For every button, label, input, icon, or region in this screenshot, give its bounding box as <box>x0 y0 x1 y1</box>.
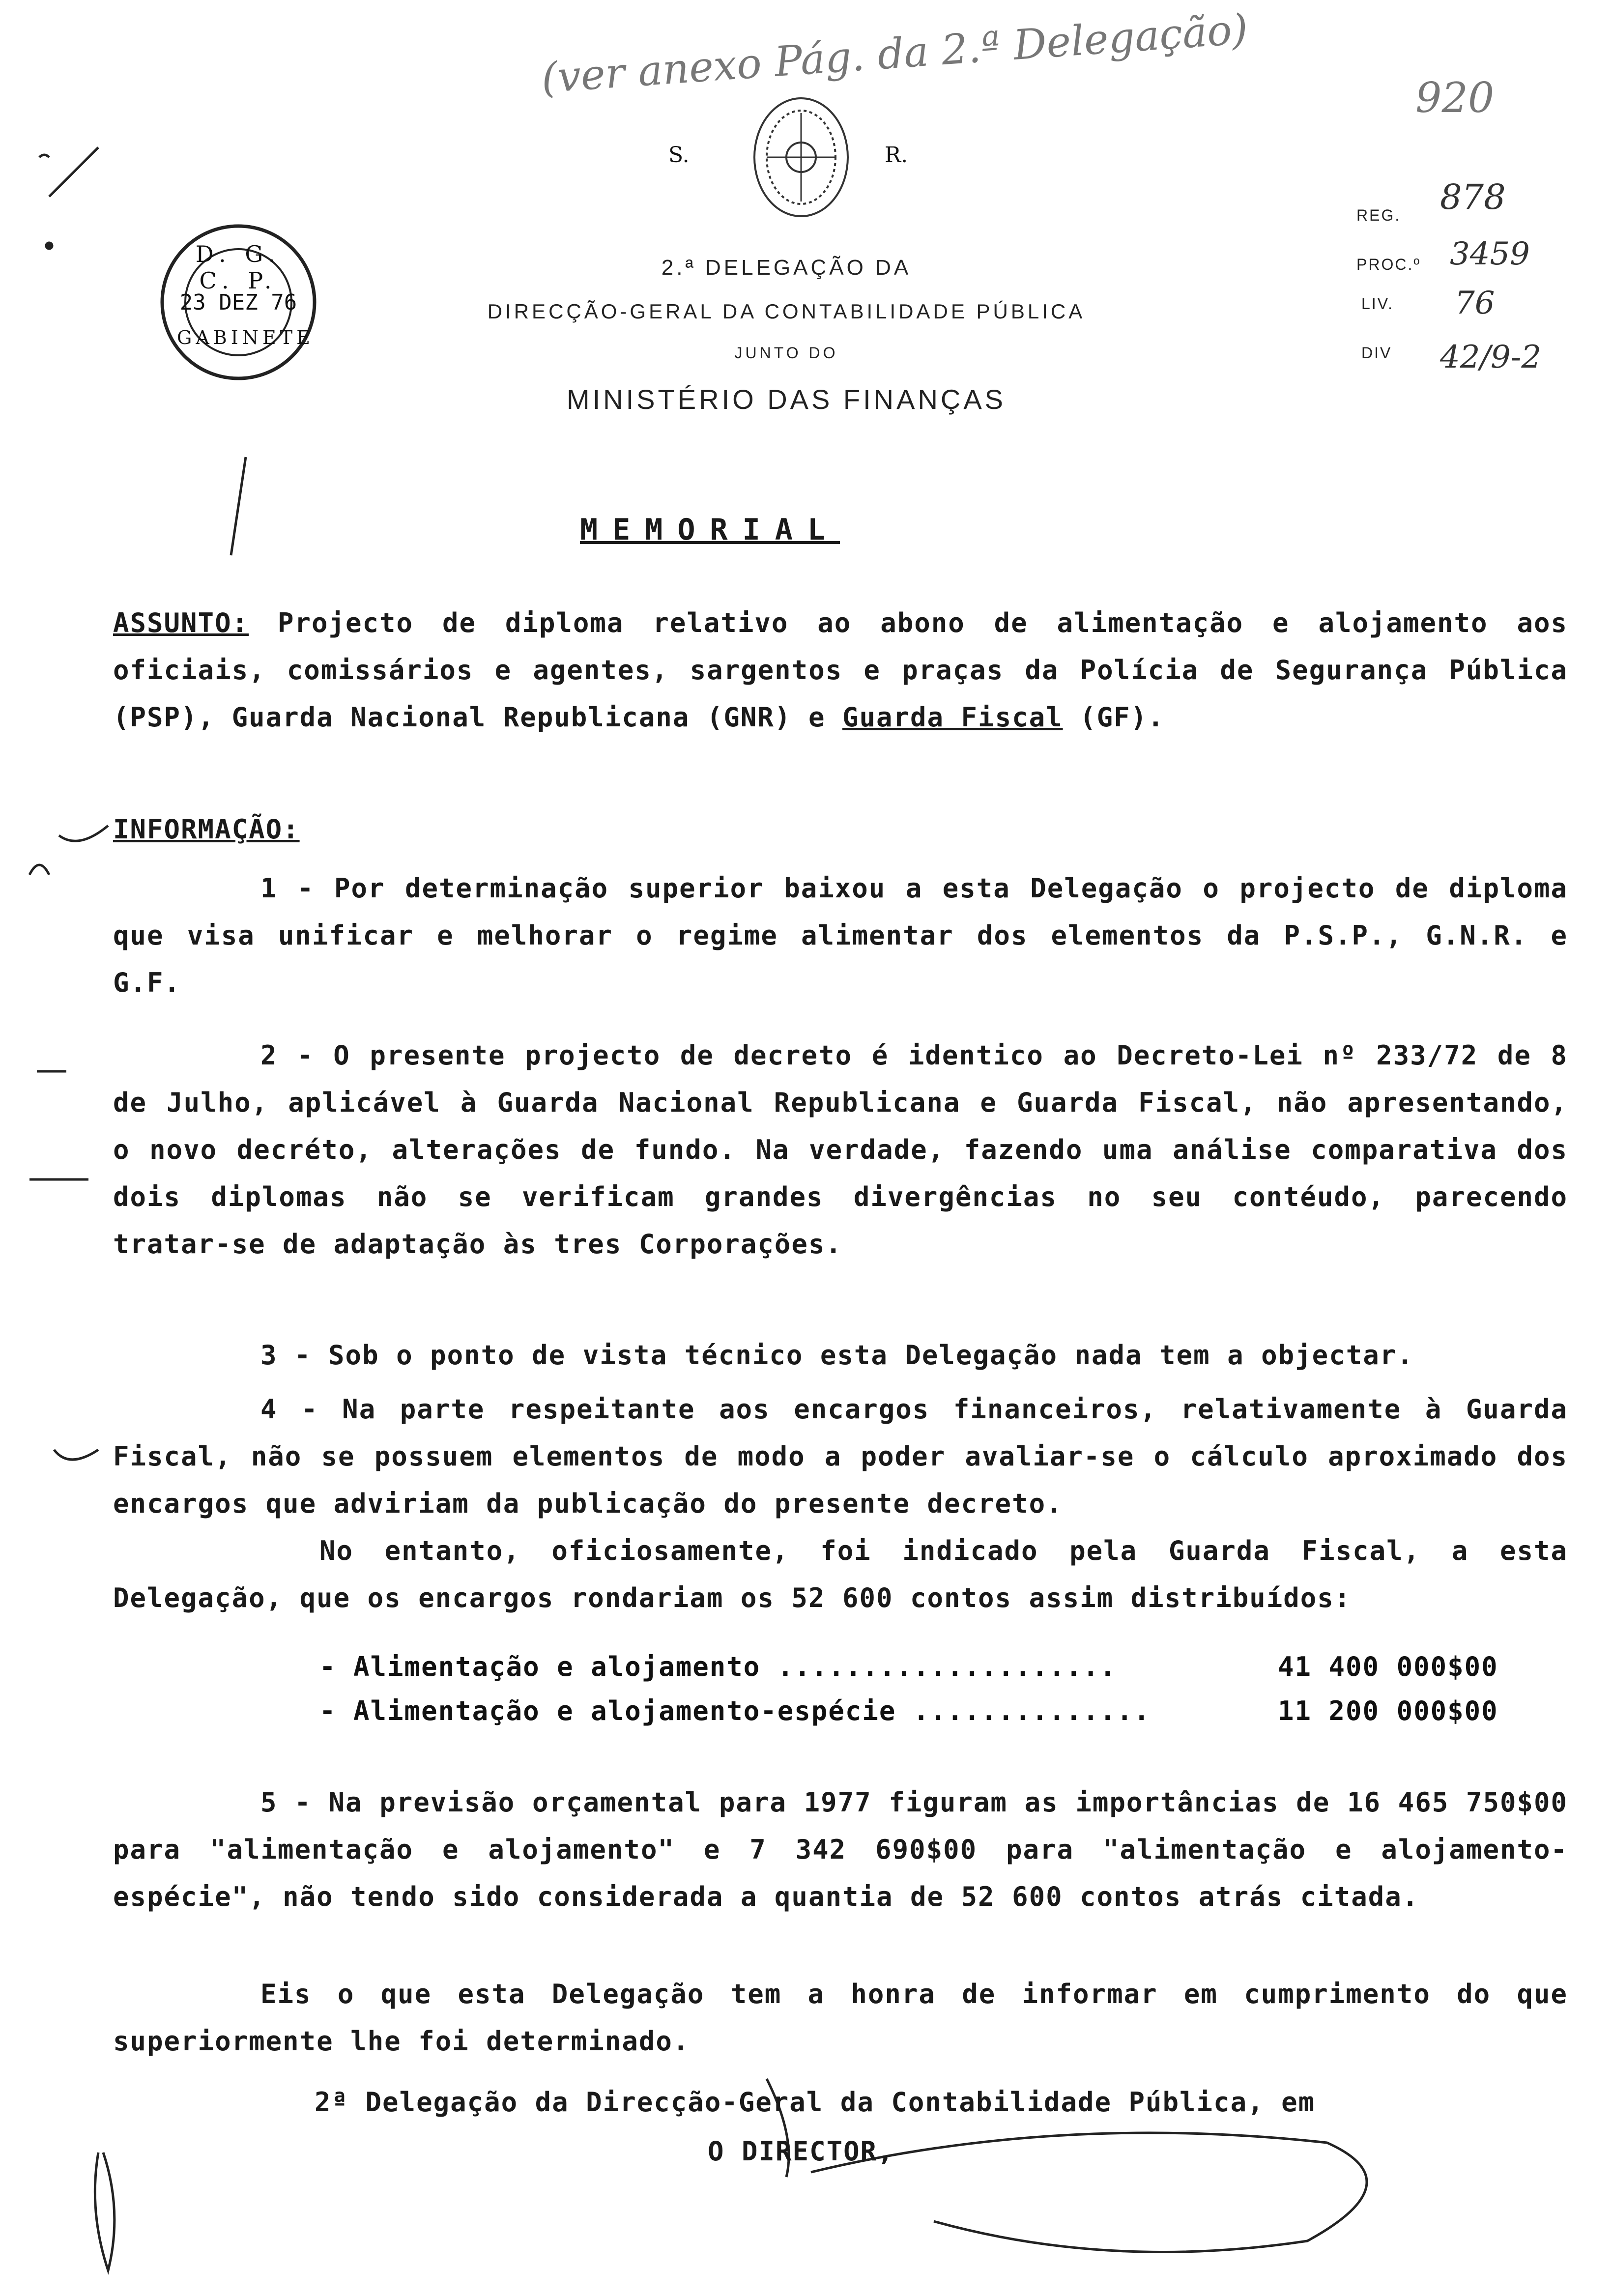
stamp-top-text: D. G. C. P. <box>195 241 282 294</box>
distribution-label: - Alimentação e alojamento .................... <box>319 1651 1117 1682</box>
paragraph-3-text: 3 - Sob o ponto de vista técnico esta Delegação nada tem a objectar. <box>260 1340 1414 1371</box>
stamp-date: 23 DEZ 76 <box>179 290 297 315</box>
paragraph-4b-text: No entanto, oficiosamente, foi indicado pela Guarda Fiscal, a esta Delegação, que os encargos rondariam os 52 600 contos assim distribuídos: <box>113 1535 1568 1613</box>
paragraph-3 <box>113 1332 1568 1379</box>
letterhead-line-3: JUNTO DO <box>734 344 838 362</box>
paragraph-6 <box>113 1971 1568 2065</box>
letterhead-line-2: DIRECÇÃO-GERAL DA CONTABILIDADE PÚBLICA <box>487 300 1086 323</box>
handwritten-note-corner: 920 <box>1415 74 1495 122</box>
informacao-label: INFORMAÇÃO: <box>113 814 300 845</box>
stamp-bottom-text: GABINETE <box>177 327 314 348</box>
liv-value: 76 <box>1455 285 1495 321</box>
paragraph-1-text: 1 - Por determinação superior baixou a esta Delegação o projecto de diploma que visa unificar e melhorar o regime alimentar dos elementos da P.S.P., G.N.R. e G.F. <box>113 873 1568 998</box>
paragraph-2-text: 2 - O presente projecto de decreto é identico ao Decreto-Lei nº 233/72 de 8 de Julho, aplicável à Guarda Nacional Republicana e Guarda Fiscal, não apresentando, o novo decréto, alterações de fundo. Na verdade, fazendo uma análise comparativa dos dois diplomas não se verificam grandes divergências no seu contéudo, parecendo tratar-se de adaptação às tres Corporações. <box>113 1040 1568 1260</box>
seal-letter-s: S. <box>668 143 690 168</box>
liv-label: LIV. <box>1361 295 1394 313</box>
paragraph-6-text: Eis o que esta Delegação tem a honra de informar em cumprimento do que superiormente lhe foi determinado. <box>113 1979 1568 2057</box>
paragraph-4-text: 4 - Na parte respeitante aos encargos financeiros, relativamente à Guarda Fiscal, não se possuem elementos de modo a poder avaliar-se o cálculo aproximado dos encargos que adviriam da publicação do presente decreto. <box>113 1394 1568 1519</box>
paragraph-4 <box>113 1386 1568 1622</box>
document-title: MEMORIAL <box>580 513 840 547</box>
paragraph-2 <box>113 1032 1568 1268</box>
handwritten-note-top: (ver anexo Pág. da 2.ª Delegação) <box>540 4 1250 103</box>
distribution-amount: 41 400 000$00 <box>1278 1651 1498 1682</box>
reg-label: REG. <box>1356 206 1401 224</box>
proc-label: PROC.º <box>1356 256 1421 273</box>
paragraph-1 <box>113 865 1568 1006</box>
reg-value: 878 <box>1440 177 1506 217</box>
div-value: 42/9-2 <box>1440 339 1542 375</box>
closing-line: 2ª Delegação da Direcção-Geral da Contabilidade Pública, em <box>315 2087 1316 2118</box>
assunto-block <box>113 600 1568 741</box>
distribution-amount: 11 200 000$00 <box>1278 1695 1498 1726</box>
proc-value: 3459 <box>1450 236 1530 272</box>
letterhead-line-1: 2.ª DELEGAÇÃO DA <box>661 256 912 280</box>
assunto-text-2: (GF). <box>1063 702 1165 733</box>
signatory-title: O DIRECTOR, <box>708 2136 894 2167</box>
paragraph-5-text: 5 - Na previsão orçamental para 1977 figuram as importâncias de 16 465 750$00 para "alimentação e alojamento" e 7 342 690$00 para "alimentação e alojamento-espécie", não tendo sido considerada a quantia de 52 600 contos atrás citada. <box>113 1787 1568 1912</box>
seal-letter-r: R. <box>885 143 908 168</box>
div-label: DIV <box>1361 344 1392 362</box>
paragraph-5 <box>113 1779 1568 1921</box>
round-stamp <box>157 221 319 383</box>
coat-of-arms-seal <box>737 84 865 231</box>
assunto-label: ASSUNTO: <box>113 607 249 638</box>
distribution-row <box>319 1651 1117 1682</box>
letterhead-line-4: MINISTÉRIO DAS FINANÇAS <box>566 384 1007 415</box>
assunto-gf-underlined: Guarda Fiscal <box>842 702 1063 733</box>
distribution-row <box>319 1695 1151 1726</box>
assunto-text-1: Projecto de diploma relativo ao abono de alimentação e alojamento aos oficiais, comissários e agentes, sargentos e praças da Polícia de Segurança Pública (PSP), Guarda Nacional Republicana (GNR) e <box>113 607 1568 733</box>
distribution-label: - Alimentação e alojamento-espécie .............. <box>319 1695 1151 1726</box>
